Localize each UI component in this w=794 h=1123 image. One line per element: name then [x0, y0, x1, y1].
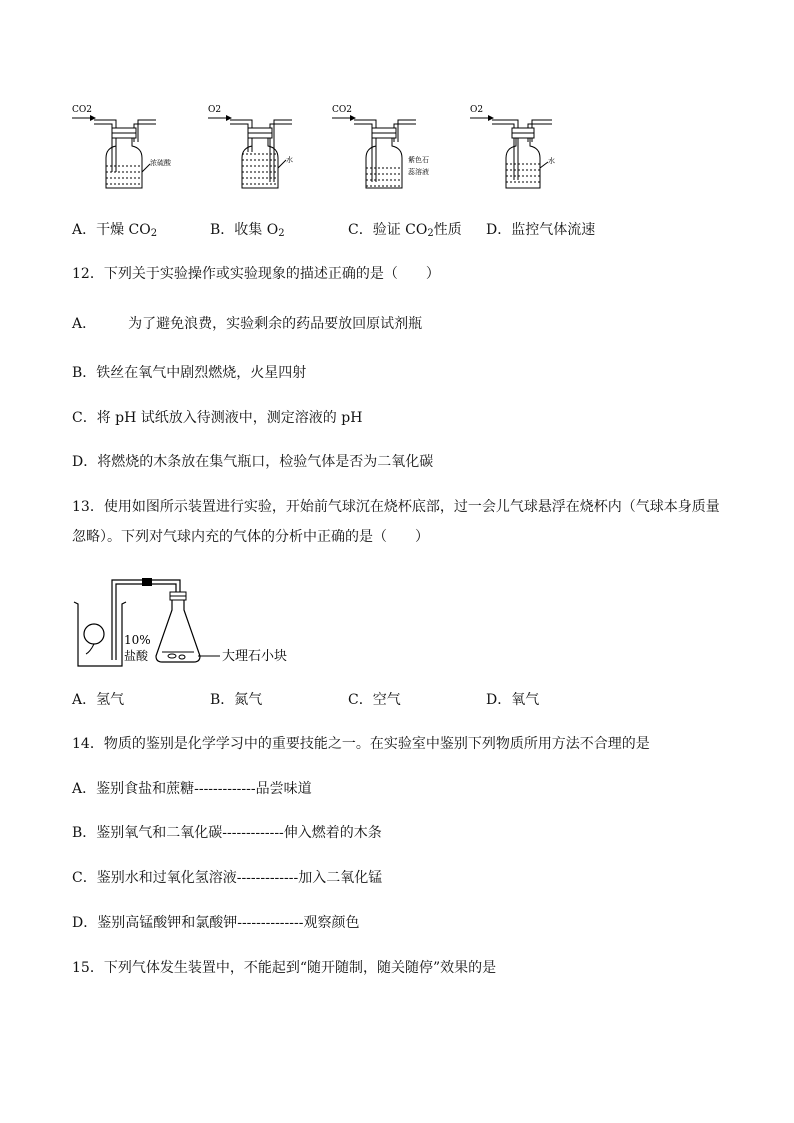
q12-option-d: D．将燃烧的木条放在集气瓶口，检验气体是否为二氧化碳 [72, 454, 434, 470]
q13-option-b: B．氮气 [210, 692, 263, 708]
q12-option-b: B．铁丝在氧气中剧烈燃烧，火星四射 [72, 365, 307, 381]
q11-figure-a [70, 102, 190, 194]
q11-figure-c [330, 102, 450, 194]
q11-figure-d [468, 102, 578, 194]
q13-option-d: D．氧气 [486, 692, 540, 708]
q14-option-a: A．鉴别食盐和蔗糖-------------品尝味道 [72, 781, 312, 797]
q12-stem: 12．下列关于实验操作或实验现象的描述正确的是（ ） [72, 266, 440, 282]
svg-text:紫色石: 紫色石 [408, 156, 429, 164]
q11-option-d: D．监控气体流速 [486, 222, 596, 238]
q11-option-c: C．验证 $CO_2$性质 [348, 222, 462, 239]
q11-option-a: A．干燥 $CO_2$ [72, 222, 158, 239]
q14-option-d: D．鉴别高锰酸钾和氯酸钾--------------观察颜色 [72, 915, 360, 931]
q15-stem: 15．下列气体发生装置中，不能起到“随开随制，随关随停”效果的是 [72, 960, 497, 976]
svg-text:水: 水 [548, 157, 555, 165]
svg-text:10%: 10% [124, 633, 151, 647]
q13-option-c: C．空气 [348, 692, 401, 708]
svg-text:浓硫酸: 浓硫酸 [150, 159, 171, 167]
q11-figure-b [206, 102, 306, 194]
q11-option-b: B．收集 $O_2$ [210, 222, 285, 239]
svg-text:大理石小块: 大理石小块 [222, 649, 288, 664]
q13-stem-line-1: 13．使用如图所示装置进行实验，开始前气球沉在烧杯底部，过一会儿气球悬浮在烧杯内（气球本身质量 [72, 499, 720, 515]
svg-text:O2: O2 [208, 105, 222, 115]
svg-text:O2: O2 [470, 105, 484, 115]
q12-option-a: A． 为了避免浪费，实验剩余的药品要放回原试剂瓶 [72, 316, 423, 332]
q14-option-b: B．鉴别氧气和二氧化碳-------------伸入燃着的木条 [72, 825, 382, 841]
q12-option-c: C．将 pH 试纸放入待测液中，测定溶液的 pH [72, 410, 363, 426]
svg-text:CO2: CO2 [332, 105, 352, 115]
q14-option-c: C．鉴别水和过氧化氢溶液-------------加入二氧化锰 [72, 870, 383, 886]
svg-text:蕊溶液: 蕊溶液 [408, 168, 429, 176]
gas-label: CO2 [72, 105, 92, 115]
q13-option-a: A．氢气 [72, 692, 125, 708]
q13-apparatus-figure [70, 572, 310, 672]
q14-stem: 14．物质的鉴别是化学学习中的重要技能之一。在实验室中鉴别下列物质所用方法不合理的是 [72, 736, 650, 752]
q13-stem-line-2: 忽略）。下列对气球内充的气体的分析中正确的是（ ） [72, 529, 429, 545]
svg-text:水: 水 [286, 156, 293, 164]
svg-text:盐酸: 盐酸 [124, 649, 149, 663]
